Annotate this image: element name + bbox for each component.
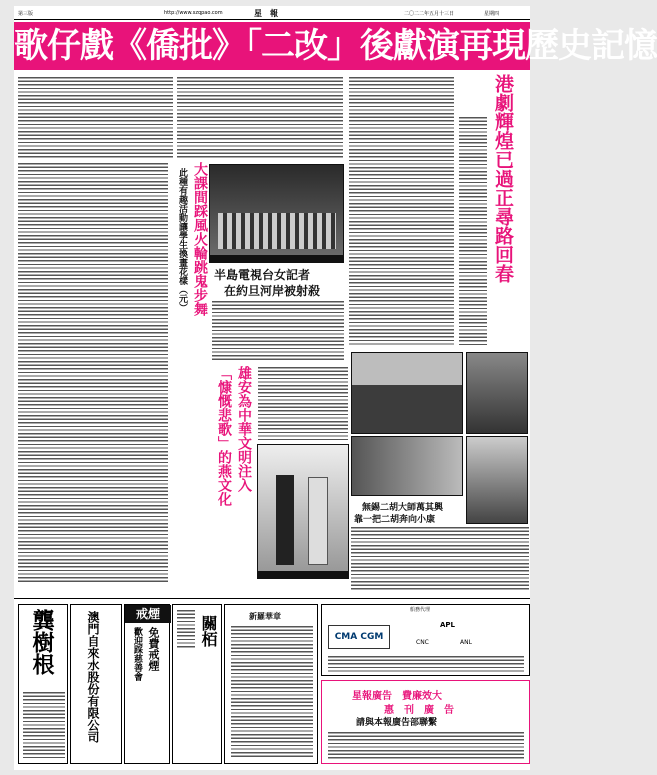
issue-date: 二〇二二年五月十三日 [404, 11, 455, 17]
ad-text [231, 625, 313, 759]
photo-erhu-master [466, 436, 528, 524]
story-headline-recess: 大課間踩風火輪跳鬼步舞 [192, 162, 208, 316]
photo-stage-duo [257, 444, 349, 572]
story-headline-journalist-l1: 半島電視台女記者 [214, 268, 311, 282]
photo-caption [257, 572, 349, 579]
article-text-block [459, 116, 487, 346]
main-headline: 歌仔戲《僑批》「二改」後獻演再現歷史記憶 [14, 26, 657, 66]
ad-quit-smoking [124, 604, 170, 764]
ad-text [23, 691, 65, 759]
page-number: 第三版 [18, 11, 34, 17]
ad-guan-bai [172, 604, 222, 764]
story-headline-journalist-l2: 在約旦河岸被射殺 [224, 284, 321, 298]
ad-cma-cgm [321, 604, 530, 676]
article-text-block [18, 162, 168, 582]
article-text-block [212, 300, 344, 362]
apl-logo: APL [440, 621, 456, 629]
ad-line: 請與本報廣告部聯繫 [356, 718, 438, 728]
cma-cgm-logo: CMA CGM [328, 625, 390, 649]
ad-body: 歡迎踩慈善會 [132, 627, 142, 681]
cnc-logo: CNC [416, 639, 429, 646]
photo-seaside-rocks [351, 352, 463, 434]
anl-logo: ANL [460, 639, 472, 646]
ad-line: 星報廣告 費廉效大 [352, 691, 442, 702]
article-text-block [177, 76, 343, 158]
ad-title: 澳門自來水股份有限公司 [86, 611, 100, 743]
weekday: 星期四 [484, 11, 500, 17]
ad-body: 免費戒煙 [147, 627, 160, 671]
story-headline-erhu-l1: 無錫二胡大師萬其興 [362, 503, 444, 513]
ad-title: 龔樹根 [29, 609, 55, 675]
ad-star-ads [321, 680, 530, 764]
photo-caption [209, 256, 344, 263]
ad-title: 關栢 [199, 615, 218, 647]
article-text-block [351, 526, 529, 590]
ad-text [328, 655, 524, 673]
ad-macau-water [70, 604, 122, 764]
ad-label: 船務代理 [410, 607, 431, 613]
article-text-block [18, 76, 173, 158]
ad-text [177, 609, 195, 649]
story-subheadline-recess: 此種有趣活動讓學生換畫花樣（元） [177, 168, 187, 312]
ad-text [328, 731, 524, 761]
photo-group-stage [209, 164, 344, 256]
article-text-block [349, 76, 454, 346]
ad-gong-shugen [18, 604, 68, 764]
story-headline-hk-drama: 港劇輝煌已過正尋路回春 [492, 74, 514, 283]
photo-scene [351, 436, 463, 496]
story-headline-xiongan-l1: 雄安為中華文明注入 [236, 366, 252, 492]
ad-title: 新羅華章 [249, 611, 281, 621]
page-header [14, 6, 530, 20]
site-url[interactable]: http://www.szqpao.com [164, 10, 223, 16]
masthead: 星 報 [254, 9, 278, 18]
photo-portrait-group [466, 352, 528, 434]
article-text-block [258, 366, 348, 440]
ad-title: 戒煙 [125, 605, 171, 623]
ad-line: 惠 刊 廣 告 [384, 705, 454, 716]
ad-xinluo [224, 604, 318, 764]
story-headline-xiongan-l2: 「慷慨悲歌」的燕文化 [216, 366, 232, 506]
divider [14, 598, 530, 599]
story-headline-erhu-l2: 靠一把二胡奔向小康 [354, 515, 436, 525]
newspaper-page [14, 6, 657, 770]
headline-banner [14, 22, 657, 70]
